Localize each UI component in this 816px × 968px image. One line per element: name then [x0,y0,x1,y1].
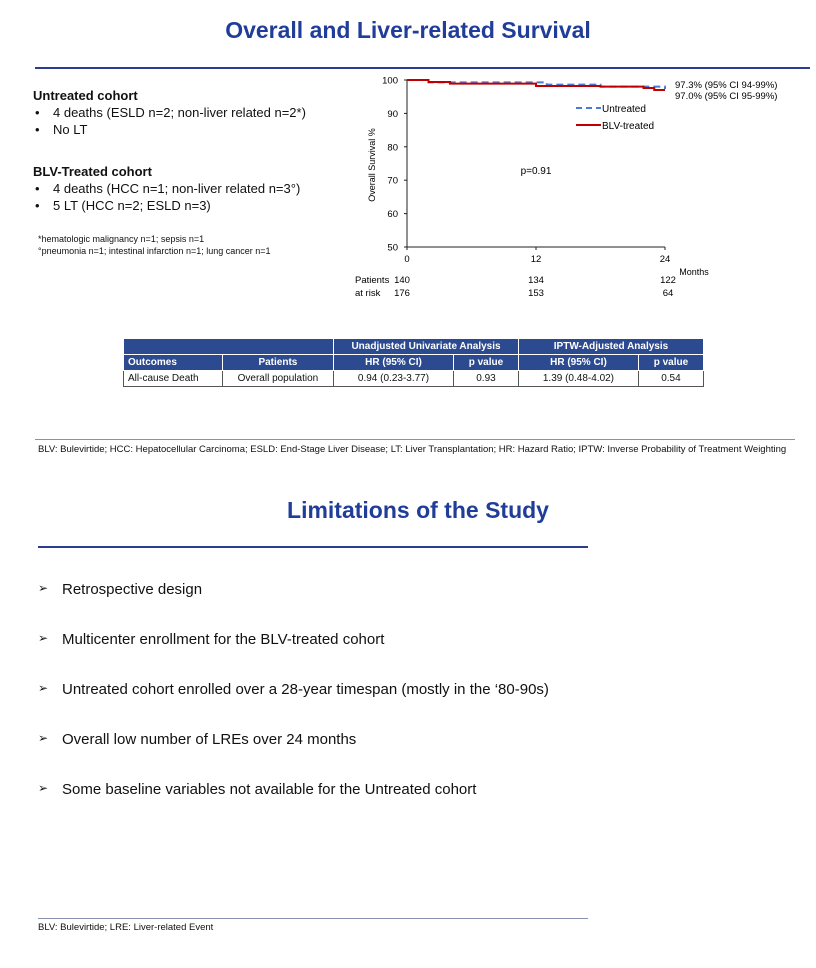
list-item [38,681,549,731]
list-item: • 5 LT (HCC n=2; ESLD n=3) [33,197,300,214]
x-tick-label: 0 [404,254,410,265]
y-axis-label: Overall Survival % [367,128,377,202]
list-item: • No LT [33,121,306,138]
untreated-list [33,104,306,138]
footnote-untreated: *hematologic malignancy n=1; sepsis n=1 [38,234,205,244]
list-item [38,781,549,831]
x-tick-label: 24 [659,254,671,265]
arrow-bullet-icon: ➢ [38,731,49,745]
table-cell: 0.54 [638,371,703,387]
limitations-list [38,581,549,831]
y-tick-label: 80 [387,142,398,154]
list-item: • 4 deaths (ESLD n=2; non-liver related n=2*) [33,104,306,121]
table-cell: Overall population [222,371,333,387]
treated-list [33,180,300,214]
at-risk-treated: 64 [662,288,674,299]
limitation-text: Some baseline variables not available for the Untreated cohort [62,781,477,798]
at-risk-treated: 176 [394,288,410,299]
list-item: • 4 deaths (HCC n=1; non-liver related n=3°) [33,180,300,197]
y-tick-label: 100 [382,75,398,87]
x-axis-label: Months [679,267,709,277]
column-header: Patients [222,355,333,371]
at-risk-label-2: at risk [355,288,381,299]
arrow-bullet-icon: ➢ [38,631,49,645]
abbrev-rule-1 [35,439,795,440]
list-item [38,581,549,631]
column-header: p value [453,355,518,371]
table-row [124,371,704,387]
at-risk-untreated: 140 [394,275,410,286]
table-cell: All-cause Death [124,371,223,387]
end-label-treated: 97.0% (95% CI 95-99%) [675,91,778,102]
group-header-iptw: IPTW-Adjusted Analysis [518,339,703,355]
end-label-untreated: 97.3% (95% CI 94-99%) [675,80,778,91]
title-rule [35,67,810,69]
treated-heading: BLV-Treated cohort [33,164,152,179]
survival-line-treated [407,80,665,90]
limitation-text: Retrospective design [62,581,203,598]
untreated-heading: Untreated cohort [33,88,138,103]
survival-chart [350,70,810,315]
y-tick-label: 60 [387,209,398,221]
list-item [38,731,549,781]
list-item [38,631,549,681]
abbrev-rule-2 [38,918,588,919]
y-tick-label: 90 [387,108,398,120]
arrow-bullet-icon: ➢ [38,581,49,595]
table-cell: 1.39 (0.48-4.02) [518,371,638,387]
limitation-text: Overall low number of LREs over 24 months [62,731,357,748]
at-risk-untreated: 134 [528,275,544,286]
table-cell: 0.94 (0.23-3.77) [334,371,454,387]
legend-label-untreated: Untreated [602,104,646,115]
limitations-rule [38,546,588,548]
table-cell: 0.93 [453,371,518,387]
at-risk-label-1: Patients [355,275,390,286]
table-header-blank [124,339,334,355]
group-header-unadjusted: Unadjusted Univariate Analysis [334,339,519,355]
column-header: HR (95% CI) [334,355,454,371]
legend-label-treated: BLV-treated [602,121,655,132]
limitation-text: Untreated cohort enrolled over a 28-year timespan (mostly in the ‘80-90s) [62,681,549,698]
at-risk-untreated: 122 [660,275,676,286]
y-tick-label: 50 [387,242,398,254]
section-title-limitations: Limitations of the Study [287,497,549,523]
column-header: p value [638,355,703,371]
section-title-survival: Overall and Liver-related Survival [225,17,591,43]
arrow-bullet-icon: ➢ [38,681,49,695]
y-tick-label: 70 [387,175,398,187]
column-header: HR (95% CI) [518,355,638,371]
p-value-annotation: p=0.91 [520,166,552,177]
abbreviations-1: BLV: Bulevirtide; HCC: Hepatocellular Carcinoma; ESLD: End-Stage Liver Disease; LT: Liver Transplantation; HR: Hazard Ratio; IPTW: Inverse Probability of Treatment Weighting [38,444,787,455]
arrow-bullet-icon: ➢ [38,781,49,795]
column-header: Outcomes [124,355,223,371]
results-table [123,338,704,387]
limitation-text: Multicenter enrollment for the BLV-treated cohort [62,631,385,648]
footnote-treated: °pneumonia n=1; intestinal infarction n=1; lung cancer n=1 [38,246,271,256]
x-tick-label: 12 [530,254,542,265]
abbreviations-2: BLV: Bulevirtide; LRE: Liver-related Event [38,922,214,933]
at-risk-treated: 153 [528,288,544,299]
